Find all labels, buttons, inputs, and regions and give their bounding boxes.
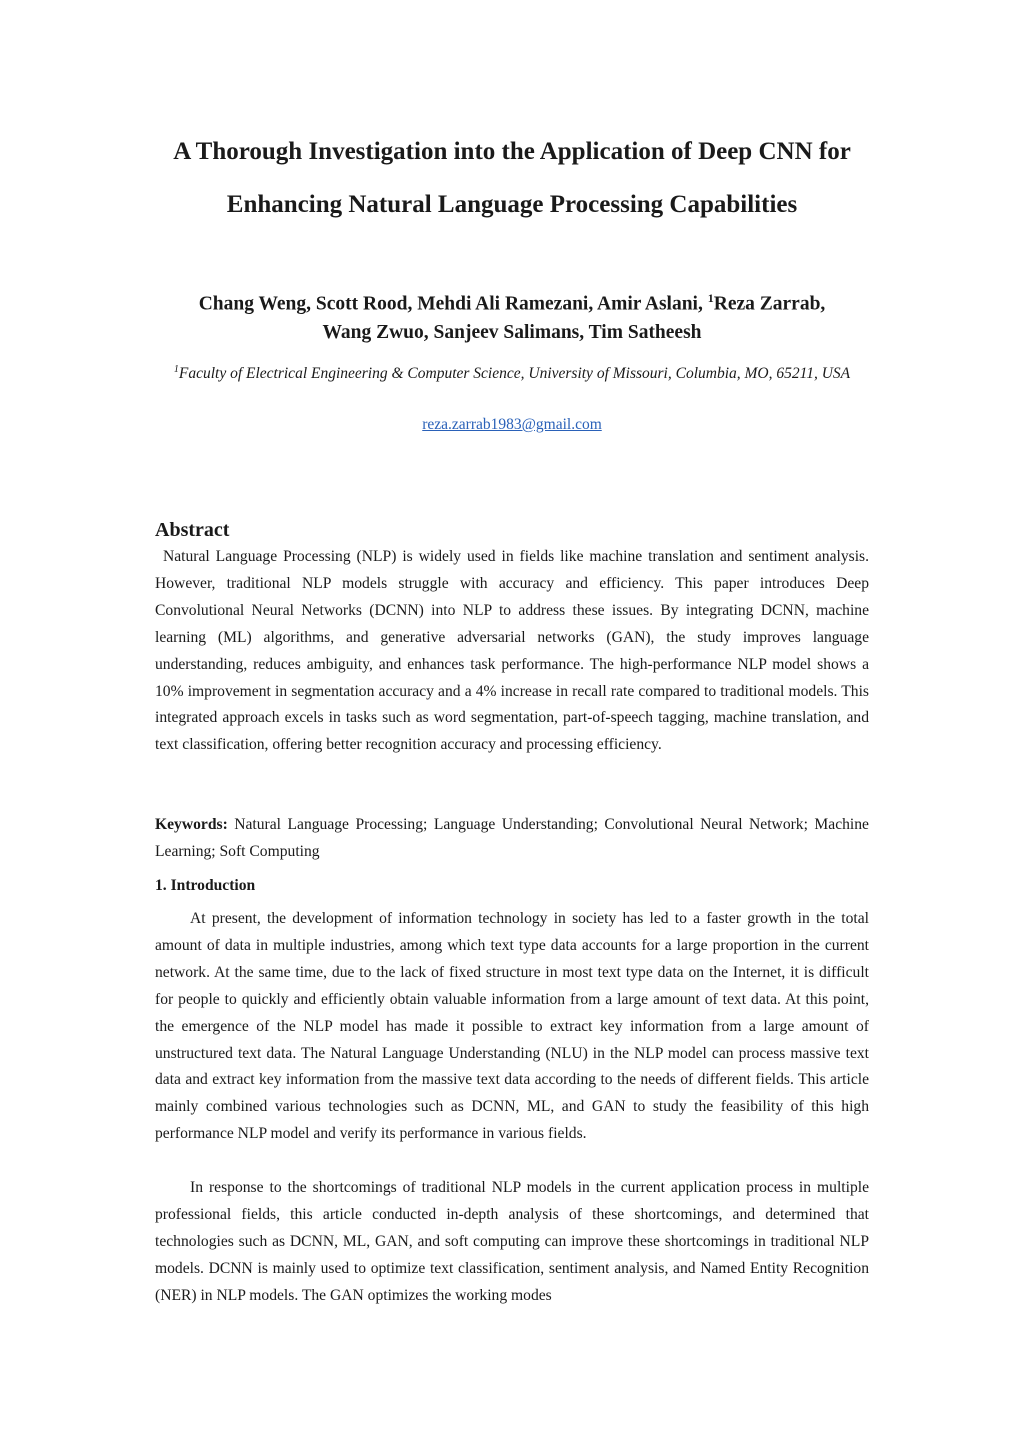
- paper-title: [0, 125, 1024, 231]
- email-link[interactable]: reza.zarrab1983@gmail.com: [422, 416, 602, 433]
- author-list: [150, 284, 874, 347]
- author-affiliation-mark: 1: [707, 291, 714, 305]
- author-names-1: Chang Weng, Scott Rood, Mehdi Ali Ramezani, Amir Aslani,: [198, 293, 703, 315]
- author-line-2: Wang Zwuo, Sanjeev Salimans, Tim Satheesh: [322, 321, 702, 343]
- author-names-1-tail: Reza Zarrab,: [713, 293, 826, 315]
- introduction-paragraph-2: In response to the shortcomings of traditional NLP models in the current application process in multiple professional fields, this article conducted in-depth analysis of these shortcomings, and determined that technologies such as DCNN, ML, GAN, and soft computing can improve these shortcomings in traditional NLP models. DCNN is mainly used to optimize text classification, sentiment analysis, and Named Entity Recognition (NER) in NLP models. The GAN optimizes the working modes: [155, 1179, 869, 1304]
- introduction-paragraph-1: At present, the development of information technology in society has led to a faster growth in the total amount of data in multiple industries, among which text type data accounts for a large proportion in the current network. At the same time, due to the lack of fixed structure in most text type data on the Internet, it is difficult for people to quickly and efficiently obtain valuable information from a large amount of text data. At this point, the emergence of the NLP model has made it possible to extract key information from a large amount of unstructured text data. The Natural Language Understanding (NLU) in the NLP model can process massive text data and extract key information from the massive text data according to the needs of different fields. This article mainly combined various technologies such as DCNN, ML, and GAN to study the feasibility of this high performance NLP model and verify its performance in various fields.: [155, 910, 869, 1143]
- affiliation-text: Faculty of Electrical Engineering & Computer Science, University of Missouri, Columbia, MO, 65211, USA: [178, 365, 851, 383]
- keywords: [155, 812, 869, 866]
- author-line-1: [150, 284, 874, 319]
- abstract-text: Natural Language Processing (NLP) is widely used in fields like machine translation and sentiment analysis. However, traditional NLP models struggle with accuracy and efficiency. This paper introduces Deep Convolutional Neural Networks (DCNN) into NLP to address these issues. By integrating DCNN, machine learning (ML) algorithms, and generative adversarial networks (GAN), the study improves language understanding, reduces ambiguity, and enhances task performance. The high-performance NLP model shows a 10% improvement in segmentation accuracy and a 4% increase in recall rate compared to traditional models. This integrated approach excels in tasks such as word segmentation, part-of-speech tagging, machine translation, and text classification, offering better recognition accuracy and processing efficiency.: [155, 548, 869, 754]
- keywords-text: Natural Language Processing; Language Understanding; Convolutional Neural Network; Machine Learning; Soft Computing: [155, 816, 869, 860]
- paper-title-line-1: A Thorough Investigation into the Application of Deep CNN for: [173, 138, 851, 165]
- introduction-heading: 1. Introduction: [155, 877, 256, 894]
- affiliation: [140, 357, 884, 388]
- keywords-label: Keywords:: [155, 816, 228, 833]
- abstract-heading: Abstract: [155, 519, 230, 541]
- paper-title-line-2: Enhancing Natural Language Processing Capabilities: [226, 191, 798, 218]
- contact-email: [0, 412, 1024, 438]
- affiliation-mark: 1: [173, 364, 179, 375]
